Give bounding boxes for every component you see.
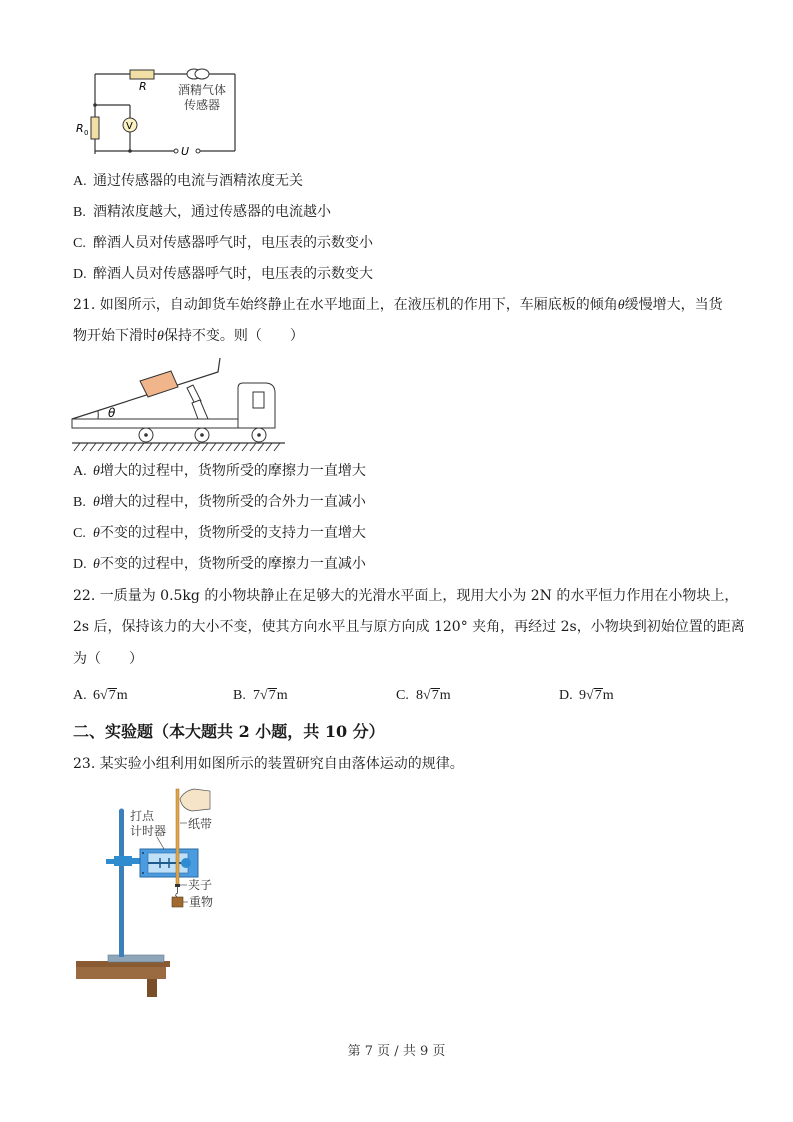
q22-option-d: D. 9√7m — [559, 688, 614, 703]
q20-option-b: B. 酒精浓度越大，通过传感器的电流越小 — [73, 204, 331, 220]
dump-truck-diagram — [70, 350, 290, 455]
svg-text:θ: θ — [108, 406, 116, 420]
svg-text:0: 0 — [84, 129, 89, 137]
q22-option-b: B. 7√7m — [233, 688, 288, 703]
q21-option-d: D. θ不变的过程中，货物所受的摩擦力一直减小 — [73, 556, 366, 572]
wheel-icon — [195, 428, 209, 442]
svg-text:R: R — [76, 122, 84, 135]
svg-text:纸带: 纸带 — [188, 817, 213, 831]
svg-text:夹子: 夹子 — [188, 878, 213, 892]
wheel-icon — [252, 428, 266, 442]
resistor-R0 — [91, 117, 99, 139]
svg-text:打点: 打点 — [130, 809, 155, 823]
q23-stem: 23. 某实验小组利用如图所示的装置研究自由落体运动的规律。 — [73, 756, 464, 772]
q22-stem-line1: 22. 一质量为 0.5kg 的小物块静止在足够大的光滑水平面上，现用大小为 2N 的水平恒力作用在小物块上， — [73, 588, 739, 604]
svg-text:R: R — [139, 80, 147, 93]
svg-text:计时器: 计时器 — [130, 824, 167, 838]
q20-option-a: A. 通过传感器的电流与酒精浓度无关 — [73, 173, 303, 189]
q21-stem-line1: 21. 如图所示，自动卸货车始终静止在水平地面上，在液压机的作用下，车厢底板的倾角θ缓慢增大，当货 — [73, 297, 723, 313]
svg-text:酒精气体: 酒精气体 — [178, 83, 227, 97]
free-fall-apparatus-diagram — [72, 785, 232, 1000]
q22-option-c: C. 8√7m — [396, 688, 451, 703]
svg-text:U: U — [181, 145, 190, 158]
svg-text:传感器: 传感器 — [184, 98, 221, 112]
q21-option-c: C. θ不变的过程中，货物所受的支持力一直增大 — [73, 525, 366, 541]
q21-option-a: A. θ增大的过程中，货物所受的摩擦力一直增大 — [73, 463, 366, 479]
q22-stem-line2: 2s 后，保持该力的大小不变，使其方向水平且与原方向成 120° 夹角，再经过 2s，小物块到初始位置的距离 — [73, 619, 745, 635]
q22-stem-line3: 为（ ） — [73, 651, 143, 667]
resistor-R — [130, 70, 154, 79]
q21-stem-line2: 物开始下滑时θ保持不变。则（ ） — [73, 328, 304, 344]
q22-option-a: A. 6√7m — [73, 688, 128, 703]
q20-option-c: C. 醉酒人员对传感器呼气时，电压表的示数变小 — [73, 235, 373, 251]
wheel-icon — [139, 428, 153, 442]
circuit-diagram — [70, 62, 250, 162]
q21-option-b: B. θ增大的过程中，货物所受的合外力一直减小 — [73, 494, 366, 510]
page-footer: 第 7 页 / 共 9 页 — [347, 1044, 446, 1059]
svg-text:V: V — [126, 121, 133, 132]
section-heading: 二、实验题（本大题共 2 小题，共 10 分） — [73, 722, 385, 741]
q20-option-d: D. 醉酒人员对传感器呼气时，电压表的示数变大 — [73, 266, 373, 282]
svg-text:重物: 重物 — [189, 895, 214, 909]
